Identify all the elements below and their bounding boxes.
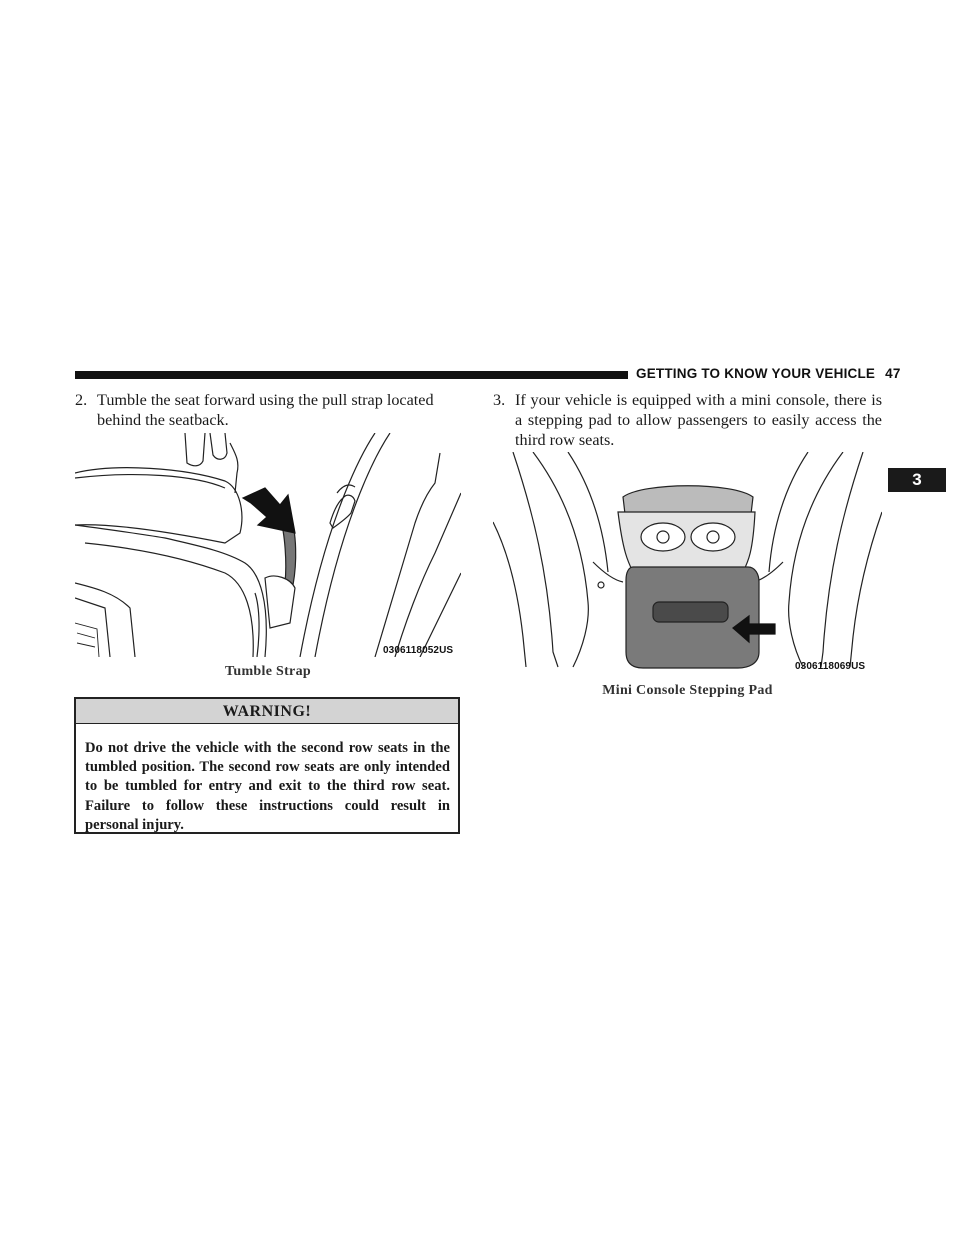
chapter-tab[interactable]: 3: [888, 468, 946, 492]
step-number: 2.: [75, 391, 88, 409]
running-header: [636, 366, 901, 381]
figure-code: 0306118052US: [383, 645, 454, 656]
step-3: [493, 390, 882, 450]
warning-title: WARNING!: [76, 699, 458, 724]
warning-text: Do not drive the vehicle with the second row seats in the tumbled position. The second row seats are only intended to be tumbled for entry and exit to the third row seat. Failure to follow these instructions could result in personal injury.: [85, 740, 450, 833]
section-title: GETTING TO KNOW YOUR VEHICLE: [636, 366, 876, 381]
step-2: [75, 390, 461, 430]
step-text: Tumble the seat forward using the pull strap located behind the seatback.: [97, 391, 434, 429]
page-number: 47: [885, 366, 901, 381]
tumble-strap-illustration: [75, 433, 461, 657]
header-rule: [75, 371, 628, 379]
figure-caption: Tumble Strap: [225, 664, 311, 679]
mini-console-stepping-pad-illustration: [493, 452, 882, 672]
figure-caption: Mini Console Stepping Pad: [602, 683, 773, 698]
step-number: 3.: [493, 391, 506, 409]
step-text: If your vehicle is equipped with a mini console, there is a stepping pad to allow passengers to easily access the third row seats.: [515, 391, 882, 449]
warning-box: [74, 697, 460, 834]
figure-code: 0306118069US: [795, 661, 866, 672]
